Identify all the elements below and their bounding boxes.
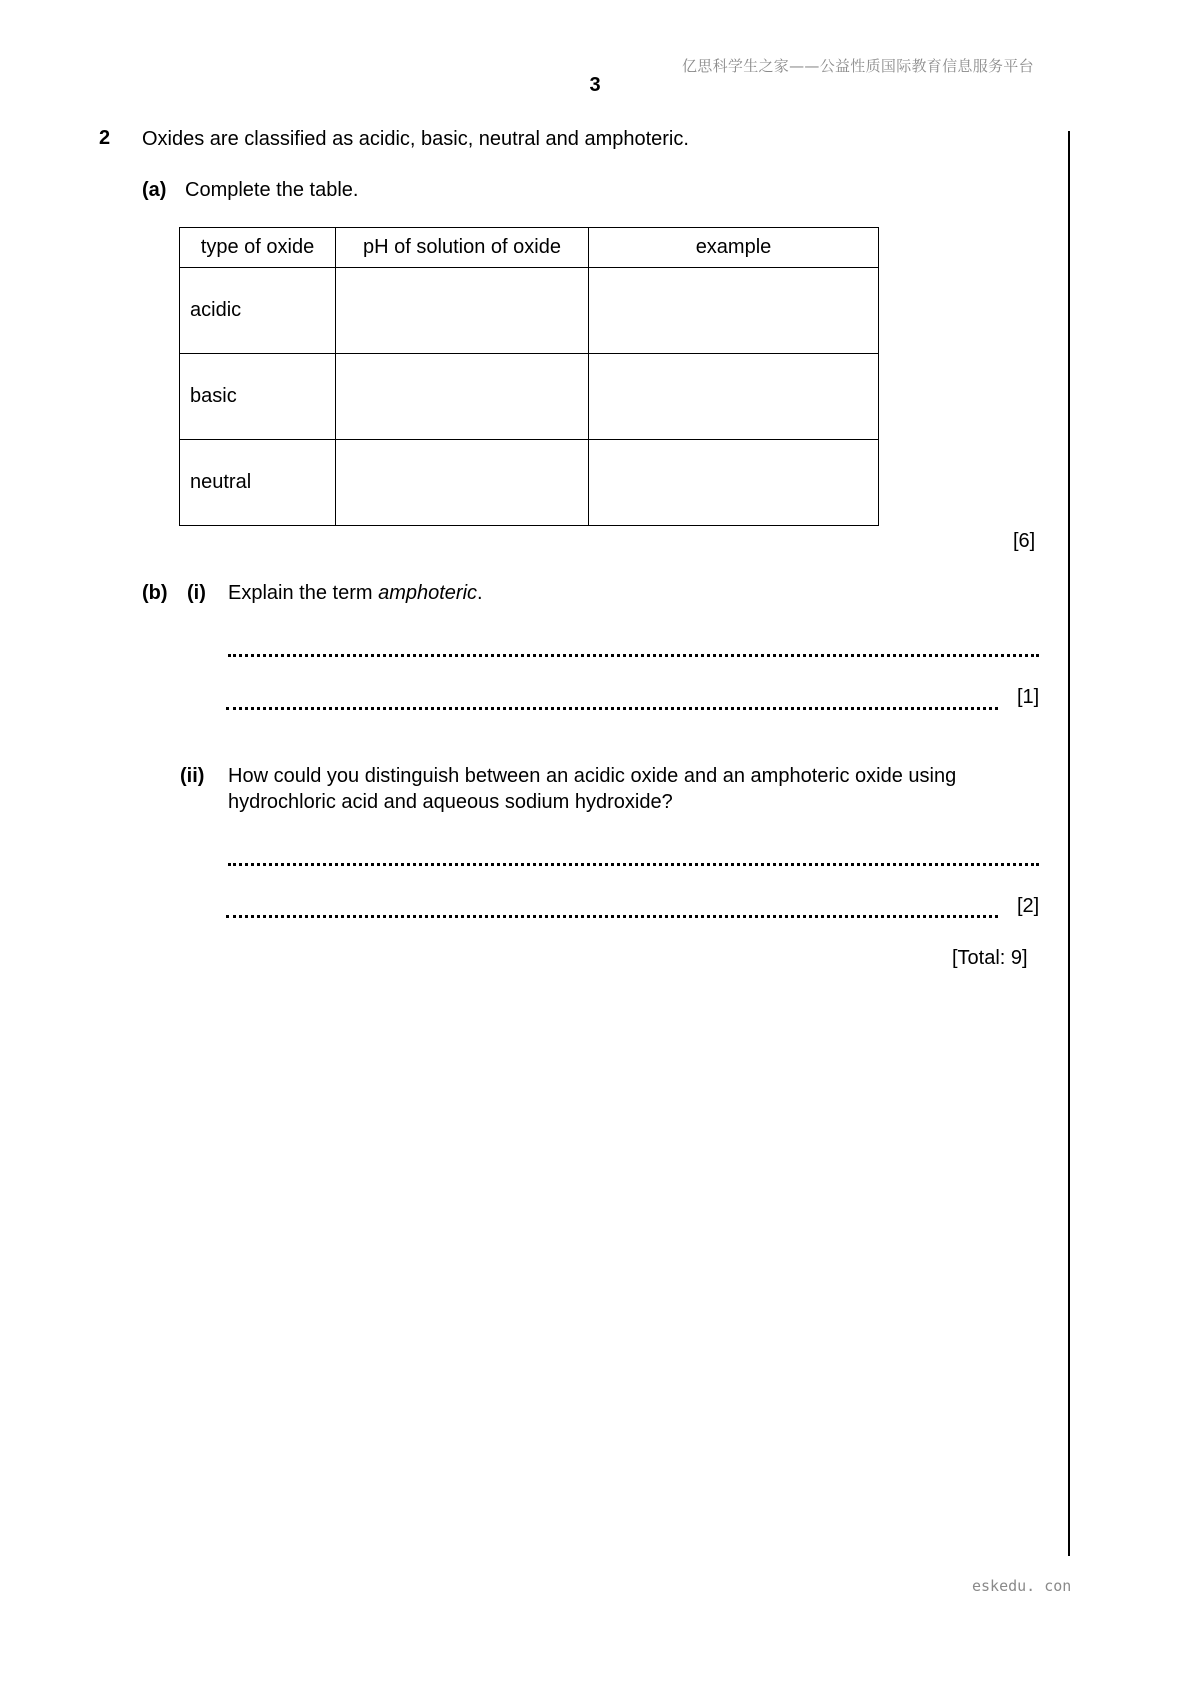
answer-line-b-i-2[interactable]	[226, 707, 998, 710]
question-number: 2	[99, 127, 111, 149]
part-b-i-prompt	[228, 580, 483, 606]
prompt-before: Explain the term	[228, 582, 379, 604]
margin-line	[1068, 131, 1070, 1556]
part-b-ii-prompt-line1: How could you distinguish between an acidic oxide and an amphoteric oxide using	[228, 765, 957, 787]
page-number: 3	[589, 74, 601, 96]
answer-line-b-ii-2[interactable]	[226, 915, 998, 918]
part-b-ii-marks: [2]	[1017, 895, 1040, 917]
table-header-row	[180, 228, 879, 268]
header-type-of-oxide: type of oxide	[180, 228, 336, 268]
total-marks: [Total: 9]	[952, 947, 1028, 969]
table-row	[180, 354, 879, 440]
answer-cell-ph-basic[interactable]	[336, 354, 589, 440]
answer-cell-example-acidic[interactable]	[589, 268, 879, 354]
answer-cell-ph-neutral[interactable]	[336, 440, 589, 526]
question-intro: Oxides are classified as acidic, basic, neutral and amphoteric.	[142, 128, 689, 150]
part-a-marks: [6]	[1013, 530, 1036, 552]
part-b-ii-prompt-line2: hydrochloric acid and aqueous sodium hydroxide?	[228, 791, 673, 813]
answer-line-b-i-1[interactable]	[228, 654, 1039, 657]
part-a-instruction: Complete the table.	[185, 179, 359, 201]
part-b-label: (b)	[142, 582, 168, 604]
header-ph: pH of solution of oxide	[336, 228, 589, 268]
cell-type-acidic: acidic	[180, 268, 336, 354]
answer-cell-ph-acidic[interactable]	[336, 268, 589, 354]
header-example: example	[589, 228, 879, 268]
part-b-ii-label: (ii)	[180, 765, 205, 787]
cell-type-basic: basic	[180, 354, 336, 440]
prompt-term-amphoteric: amphoteric	[378, 582, 478, 604]
part-b-i-marks: [1]	[1017, 686, 1040, 708]
prompt-after: .	[477, 582, 483, 604]
table-row	[180, 268, 879, 354]
footer-watermark: eskedu. con	[972, 1577, 1072, 1595]
table-row	[180, 440, 879, 526]
oxide-table	[179, 227, 879, 526]
answer-cell-example-basic[interactable]	[589, 354, 879, 440]
answer-line-b-ii-1[interactable]	[228, 863, 1039, 866]
answer-cell-example-neutral[interactable]	[589, 440, 879, 526]
part-b-i-label: (i)	[187, 582, 206, 604]
cell-type-neutral: neutral	[180, 440, 336, 526]
part-a-label: (a)	[142, 179, 167, 201]
header-watermark: 亿思科学生之家——公益性质国际教育信息服务平台	[682, 57, 1034, 75]
